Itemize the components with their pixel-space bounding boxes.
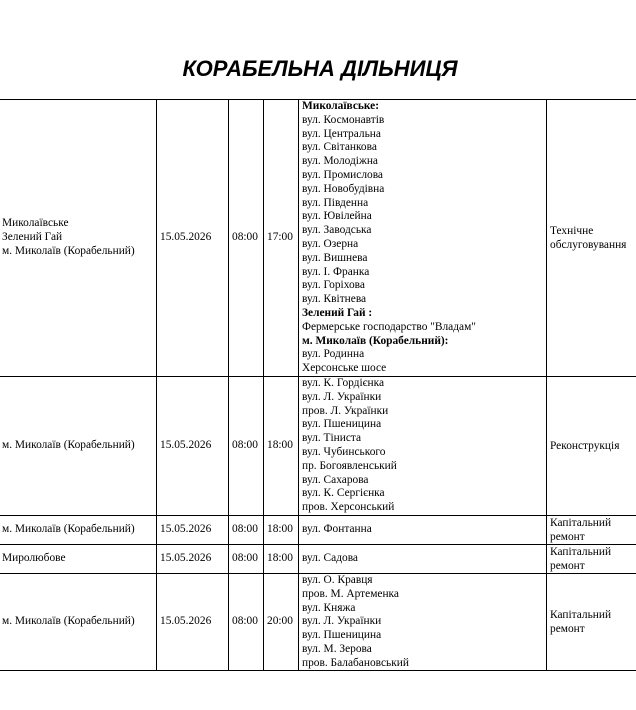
street-name: вул. Горіхова	[302, 279, 365, 292]
street-name: вул. Сахарова	[302, 473, 369, 486]
street-name: вул. Пшеницина	[302, 629, 382, 642]
street-name: вул. І. Франка	[302, 265, 370, 278]
work-type-text: обслуговування	[550, 238, 627, 251]
street-name: пров. Херсонський	[302, 501, 395, 514]
street-name: вул. Заводська	[302, 224, 372, 237]
date-cell: 15.05.2026	[157, 573, 229, 671]
settlement-name: м. Миколаїв (Корабельний)	[2, 244, 135, 257]
streets-group-heading: Миколаївське:	[302, 100, 380, 112]
street-name: пр. Богоявленський	[302, 459, 397, 472]
work-type-text: Капітальний	[550, 609, 612, 622]
work-type-cell	[547, 376, 636, 515]
work-type-text: ремонт	[550, 623, 585, 636]
street-name: вул. Вишнева	[302, 251, 368, 264]
work-type-cell	[547, 515, 636, 544]
date-cell: 15.05.2026	[157, 544, 229, 573]
street-name: вул. Родинна	[302, 348, 365, 361]
settlement-cell	[0, 515, 157, 544]
work-type-cell	[547, 100, 636, 377]
date-cell: 15.05.2026	[157, 376, 229, 515]
work-type-text: ремонт	[550, 559, 585, 572]
street-name: вул. Л. Українки	[302, 615, 382, 628]
end-time-cell: 18:00	[264, 376, 299, 515]
street-name: вул. Фонтанна	[302, 523, 372, 535]
street-name: вул. Новобудівна	[302, 182, 385, 195]
street-name: пров. М. Артеменка	[302, 587, 399, 600]
settlement-name: Миролюбове	[2, 552, 66, 564]
start-time-cell: 08:00	[229, 376, 264, 515]
streets-cell	[299, 376, 547, 515]
street-name: вул. Молодіжна	[302, 155, 378, 168]
settlement-cell	[0, 573, 157, 671]
outage-schedule-table	[0, 99, 636, 671]
table-row	[0, 544, 636, 573]
street-name: пров. Балабановський	[302, 656, 409, 669]
table-row	[0, 515, 636, 544]
work-type-text: ремонт	[550, 530, 585, 543]
street-name: вул. М. Зерова	[302, 642, 372, 655]
end-time-cell: 18:00	[264, 515, 299, 544]
street-name: вул. Світанкова	[302, 141, 377, 154]
table-row	[0, 100, 636, 377]
date-cell: 15.05.2026	[157, 100, 229, 377]
street-name: вул. Л. Українки	[302, 390, 382, 403]
page-title: КОРАБЕЛЬНА ДІЛЬНИЦЯ	[182, 56, 458, 81]
street-name: вул. Промислова	[302, 168, 383, 181]
settlement-name: м. Миколаїв (Корабельний)	[2, 523, 135, 535]
work-type-text: Реконструкція	[550, 439, 620, 452]
settlement-name: Миколаївське	[2, 217, 69, 230]
work-type-text: Технічне	[550, 224, 594, 237]
street-name: пров. Л. Українки	[302, 404, 389, 417]
street-name: вул. К. Гордієнка	[302, 376, 385, 389]
streets-group-heading: Зелений Гай :	[302, 306, 373, 319]
settlement-name: м. Миколаїв (Корабельний)	[2, 615, 135, 628]
table-row	[0, 376, 636, 515]
street-name: вул. Чубинського	[302, 445, 386, 458]
street-name: вул. Ювілейна	[302, 210, 372, 223]
work-type-text: Капітальний	[550, 516, 612, 529]
street-name: вул. Пшеницина	[302, 418, 382, 431]
street-name: вул. О. Кравця	[302, 573, 373, 586]
street-name: вул. Тіниста	[302, 432, 362, 445]
date-cell: 15.05.2026	[157, 515, 229, 544]
work-type-cell	[547, 573, 636, 671]
settlement-cell	[0, 376, 157, 515]
end-time-cell: 20:00	[264, 573, 299, 671]
street-name: вул. Південна	[302, 196, 369, 209]
start-time-cell: 08:00	[229, 544, 264, 573]
start-time-cell: 08:00	[229, 515, 264, 544]
table-row	[0, 573, 636, 671]
work-type-cell	[547, 544, 636, 573]
street-name: вул. Космонавтів	[302, 113, 385, 126]
end-time-cell: 18:00	[264, 544, 299, 573]
streets-cell	[299, 515, 547, 544]
street-name: Херсонське шосе	[302, 362, 387, 375]
streets-cell	[299, 544, 547, 573]
street-name: Фермерське господарство "Владам"	[302, 320, 476, 333]
settlement-cell	[0, 100, 157, 377]
street-name: вул. Княжа	[302, 601, 356, 614]
start-time-cell: 08:00	[229, 100, 264, 377]
start-time-cell: 08:00	[229, 573, 264, 671]
street-name: вул. Садова	[302, 552, 358, 564]
settlement-name: Зелений Гай	[2, 231, 63, 244]
work-type-text: Капітальний	[550, 545, 612, 558]
street-name: вул. К. Сергієнка	[302, 487, 385, 500]
settlement-cell	[0, 544, 157, 573]
streets-cell	[299, 100, 547, 377]
street-name: вул. Озерна	[302, 237, 359, 250]
settlement-name: м. Миколаїв (Корабельний)	[2, 439, 135, 452]
end-time-cell: 17:00	[264, 100, 299, 377]
streets-cell	[299, 573, 547, 671]
street-name: вул. Центральна	[302, 127, 381, 140]
streets-group-heading: м. Миколаїв (Корабельний):	[302, 334, 449, 347]
street-name: вул. Квітнева	[302, 293, 367, 306]
